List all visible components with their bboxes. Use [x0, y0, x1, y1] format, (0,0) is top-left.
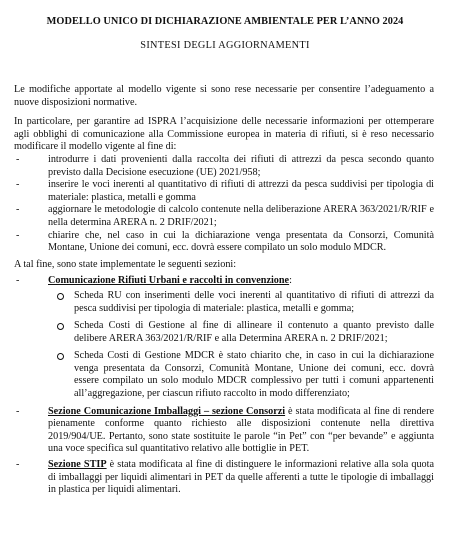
section-imballaggi	[14, 406, 434, 456]
scheda-item: Scheda Costi di Gestione al fine di allineare il contenuto a quanto previsto dalle delibere ARERA 363/2021/R/RIF e alla Determina ARERA n. 2 DRIF/2021;	[48, 320, 434, 345]
aim-item: - introdurre i dati provenienti dalla raccolta dei rifiuti di attrezzi da pesca secondo quanto previsto dalla Decisione esecuzione (UE) 2021/958;	[14, 154, 434, 179]
section-stip-text: è stata modificata al fine di distinguere le informazioni relative alla sola quota di imballaggi per liquidi alimentari in PET da quelle afferenti a tutte le tipologie di imballaggi in plastica per liquidi alimentari.	[48, 459, 434, 496]
aim-item: - chiarire che, nel caso in cui la dichiarazione venga presentata da Consorzi, Comunità Montane, Unione dei comuni, ecc. dovrà essere compilato un solo modulo MDCR.	[14, 230, 434, 255]
section-imballaggi-heading: Sezione Comunicazione Imballaggi – sezione Consorzi	[48, 405, 286, 417]
purpose-paragraph: In particolare, per garantire ad ISPRA l’acquisizione delle necessarie informazioni per ottemperare agli obblighi di comunicazione alla Commissione europea in materia di rifiuti, si è reso necessario modificare il modello vigente al fine di:	[14, 116, 434, 153]
document-body	[14, 84, 434, 501]
sections-intro: A tal fine, sono state implementate le seguenti sezioni:	[14, 258, 237, 270]
document-subtitle: SINTESI DEGLI AGGIORNAMENTI	[140, 40, 310, 51]
sections-list	[14, 275, 434, 497]
intro-paragraph: Le modifiche apportate al modello vigente si sono rese necessarie per consentire l’adeguamento a nuove disposizioni normative.	[14, 84, 434, 108]
section-stip	[14, 459, 434, 497]
aims-list	[14, 154, 434, 255]
scheda-item: Scheda RU con inserimenti delle voci inerenti al quantitativo di rifiuti di attrezzi da pesca suddivisi per tipologia di materiale: plastica, metalli e gomma;	[48, 290, 434, 315]
scheda-item: Scheda Costi di Gestione MDCR è stato chiarito che, in caso in cui la dichiarazione venga presentata da Consorzi, Comunità Montane, Unione dei comuni, ecc. dovrà essere compilato un solo modulo MDCR complessivo per tutti i comuni appartenenti all’aggregazione, per ciascun rifiuto raccolto in modo differenziato;	[48, 350, 434, 400]
section-rifiuti-urbani-heading: Comunicazione Rifiuti Urbani e raccolti in convenzione	[48, 275, 290, 287]
section-rifiuti-urbani-items	[48, 290, 434, 401]
section-stip-heading: Sezione STIP	[48, 459, 107, 471]
document-title: MODELLO UNICO DI DICHIARAZIONE AMBIENTALE PER L’ANNO 2024	[46, 16, 404, 27]
section-rifiuti-urbani-colon: :	[289, 275, 292, 287]
section-imballaggi-text: è stata modificata al fine di rendere pienamente conforme quanto richiesto alle disposizioni contenute nella direttiva 2019/904/UE. Pertanto, sono state sostituite le parole “in Pet” con “per bevande” e aggiunta una voce specifica sul quantitativo relativo alle bottiglie in PET.	[48, 405, 434, 455]
aim-item: - inserire le voci inerenti al quantitativo di rifiuti di attrezzi da pesca suddivisi per tipologia di materiale: plastica, metalli e gomma	[14, 179, 434, 204]
aim-item: - aggiornare le metodologie di calcolo contenute nella deliberazione ARERA 363/2021/R/RIF e nella determina ARERA n. 2 DRIF/2021;	[14, 204, 434, 229]
section-rifiuti-urbani	[14, 275, 434, 400]
